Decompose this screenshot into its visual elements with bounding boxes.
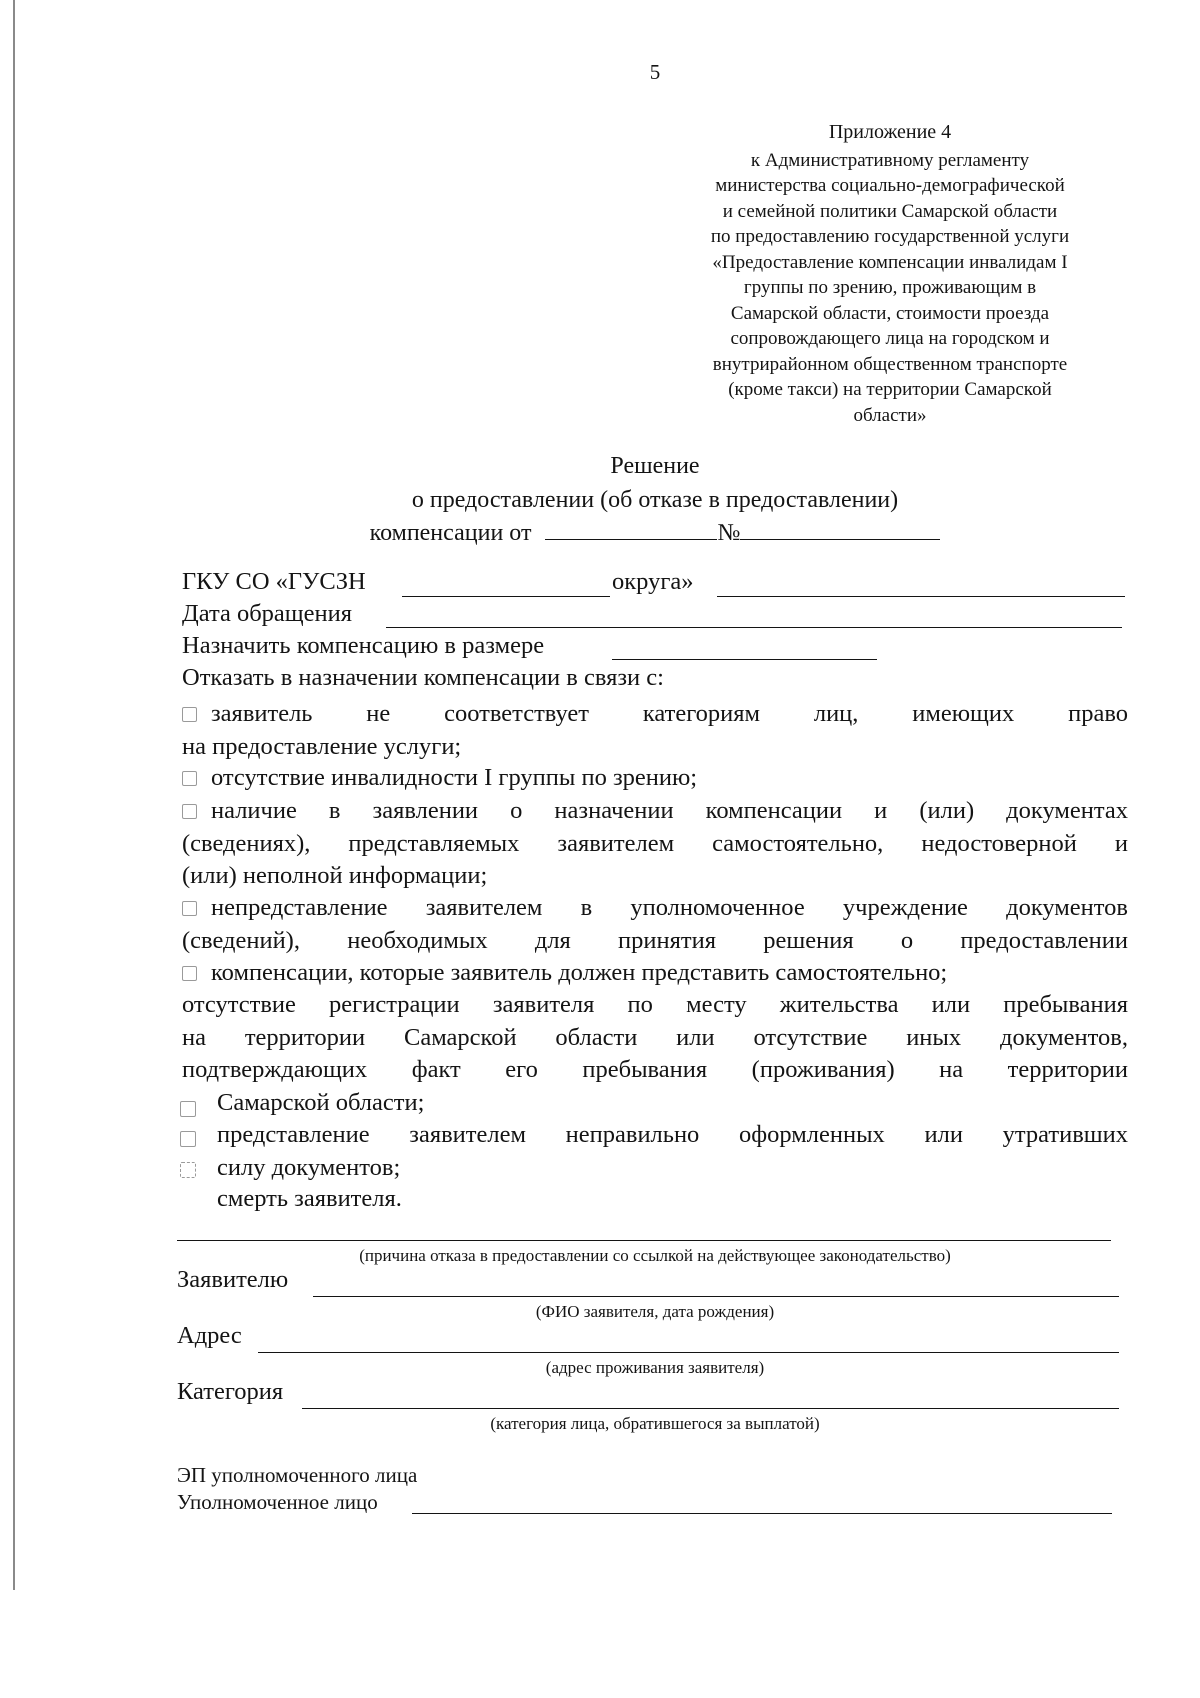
appendix-title: Приложение 4	[828, 121, 952, 143]
decision-date-field[interactable]	[545, 519, 717, 540]
reason-2-text: отсутствие инвалидности I группы по зрению;	[211, 764, 698, 791]
address-label: Адрес	[177, 1322, 242, 1349]
institution-row	[182, 568, 366, 596]
number-sign: №	[717, 520, 741, 546]
appendix-line: Самарской области, стоимости проезда	[730, 302, 1050, 324]
reason-8-checkbox[interactable]	[180, 1162, 196, 1178]
address-caption: (адрес проживания заявителя)	[545, 1358, 765, 1377]
appendix-line: к Административному регламенту	[750, 149, 1030, 171]
appendix-line: группы по зрению, проживающим в	[743, 277, 1037, 298]
reason-7-checkbox[interactable]	[180, 1131, 196, 1147]
reason-4	[182, 892, 1128, 990]
reason-3-text-cont: (сведениях), представляемых заявителем самостоятельно, недостоверной и	[182, 829, 1128, 857]
applicant-label: Заявителю	[177, 1266, 289, 1293]
institution-suffix: округа»	[612, 568, 694, 595]
ep-label: ЭП уполномоченного лица	[177, 1463, 418, 1487]
reason-1-text: заявитель не соответствует категориям лиц, имеющих право	[211, 700, 1128, 727]
reason-5-text-cont2: подтверждающих факт его пребывания (проживания) на территории	[182, 1056, 1128, 1083]
decision-date-number-line	[0, 519, 1200, 547]
appendix-header	[670, 120, 1110, 428]
reason-6-text-cont: силу документов;	[217, 1153, 401, 1181]
reason-4-text-cont: (сведений), необходимых для принятия решения о предоставлении	[182, 926, 1128, 954]
reason-6-text: представление заявителем неправильно оформленных или утративших	[217, 1121, 1128, 1148]
appendix-line: сопровождающего лица на городском и	[730, 328, 1050, 349]
reason-1	[182, 698, 1128, 763]
reason-7-text: смерть заявителя.	[217, 1185, 402, 1212]
category-field[interactable]	[302, 1408, 1119, 1409]
reason-1-text-cont: на предоставление услуги;	[182, 732, 462, 760]
decision-number-field[interactable]	[740, 519, 940, 540]
address-field[interactable]	[258, 1352, 1119, 1353]
decision-date-prefix: компенсации от	[369, 520, 532, 546]
official-signature-field[interactable]	[412, 1513, 1112, 1514]
reason-5	[182, 989, 1128, 1119]
refusal-reason-caption: (причина отказа в предоставлении со ссылкой на действующее законодательство)	[359, 1246, 951, 1265]
assign-label: Назначить компенсацию в размере	[182, 632, 545, 659]
reason-5-checkbox[interactable]	[182, 966, 197, 981]
reason-6	[182, 1119, 1128, 1184]
reason-4-text: непредставление заявителем в уполномоченное учреждение документов	[211, 894, 1128, 921]
reason-3-text: наличие в заявлении о назначении компенсации и (или) документах	[211, 797, 1128, 824]
reason-5-text: отсутствие регистрации заявителя по месту жительства или пребывания	[182, 991, 1128, 1018]
official-label: Уполномоченное лицо	[177, 1490, 378, 1514]
reason-3-checkbox[interactable]	[182, 804, 197, 819]
scan-left-edge	[13, 0, 15, 1590]
reason-2	[182, 762, 1128, 795]
institution-prefix: ГКУ СО «ГУСЗН	[182, 568, 366, 595]
appendix-line: внутрирайонном общественном транспорте	[712, 353, 1068, 375]
page-number: 5	[649, 60, 661, 84]
applicant-caption: (ФИО заявителя, дата рождения)	[535, 1302, 775, 1321]
reason-6-checkbox[interactable]	[180, 1101, 196, 1117]
request-date-field[interactable]	[386, 627, 1122, 628]
appendix-line: «Предоставление компенсации инвалидам I	[712, 251, 1068, 273]
reason-2-checkbox[interactable]	[182, 771, 197, 786]
decision-title: Решение	[610, 453, 700, 479]
refuse-label: Отказать в назначении компенсации в связи с:	[182, 664, 664, 691]
request-date-label: Дата обращения	[182, 600, 353, 627]
reason-4-checkbox[interactable]	[182, 901, 197, 916]
appendix-line: по предоставлению государственной услуги	[710, 226, 1070, 247]
applicant-field[interactable]	[313, 1296, 1119, 1297]
refusal-reason-field[interactable]	[177, 1240, 1111, 1241]
reason-7	[182, 1183, 1128, 1216]
reason-5-text-cont: на территории Самарской области или отсутствие иных документов,	[182, 1023, 1128, 1051]
appendix-line: области»	[853, 404, 927, 426]
category-label: Категория	[177, 1378, 284, 1405]
appendix-line: и семейной политики Самарской области	[722, 200, 1058, 222]
compensation-amount-field[interactable]	[612, 659, 877, 660]
reason-4-text-end: компенсации, которые заявитель должен представить самостоятельно;	[211, 959, 948, 986]
decision-subtitle: о предоставлении (об отказе в предоставлении)	[411, 487, 899, 513]
reason-3	[182, 795, 1128, 893]
appendix-line: (кроме такси) на территории Самарской	[728, 379, 1052, 400]
reason-1-checkbox[interactable]	[182, 707, 197, 722]
reason-5-text-end: Самарской области;	[217, 1088, 425, 1116]
institution-name-field[interactable]	[717, 596, 1125, 597]
reason-3-text-end: (или) неполной информации;	[182, 862, 488, 889]
appendix-line: министерства социально-демографической	[715, 175, 1065, 196]
district-field[interactable]	[402, 596, 610, 597]
category-caption: (категория лица, обратившегося за выплатой)	[490, 1414, 820, 1433]
